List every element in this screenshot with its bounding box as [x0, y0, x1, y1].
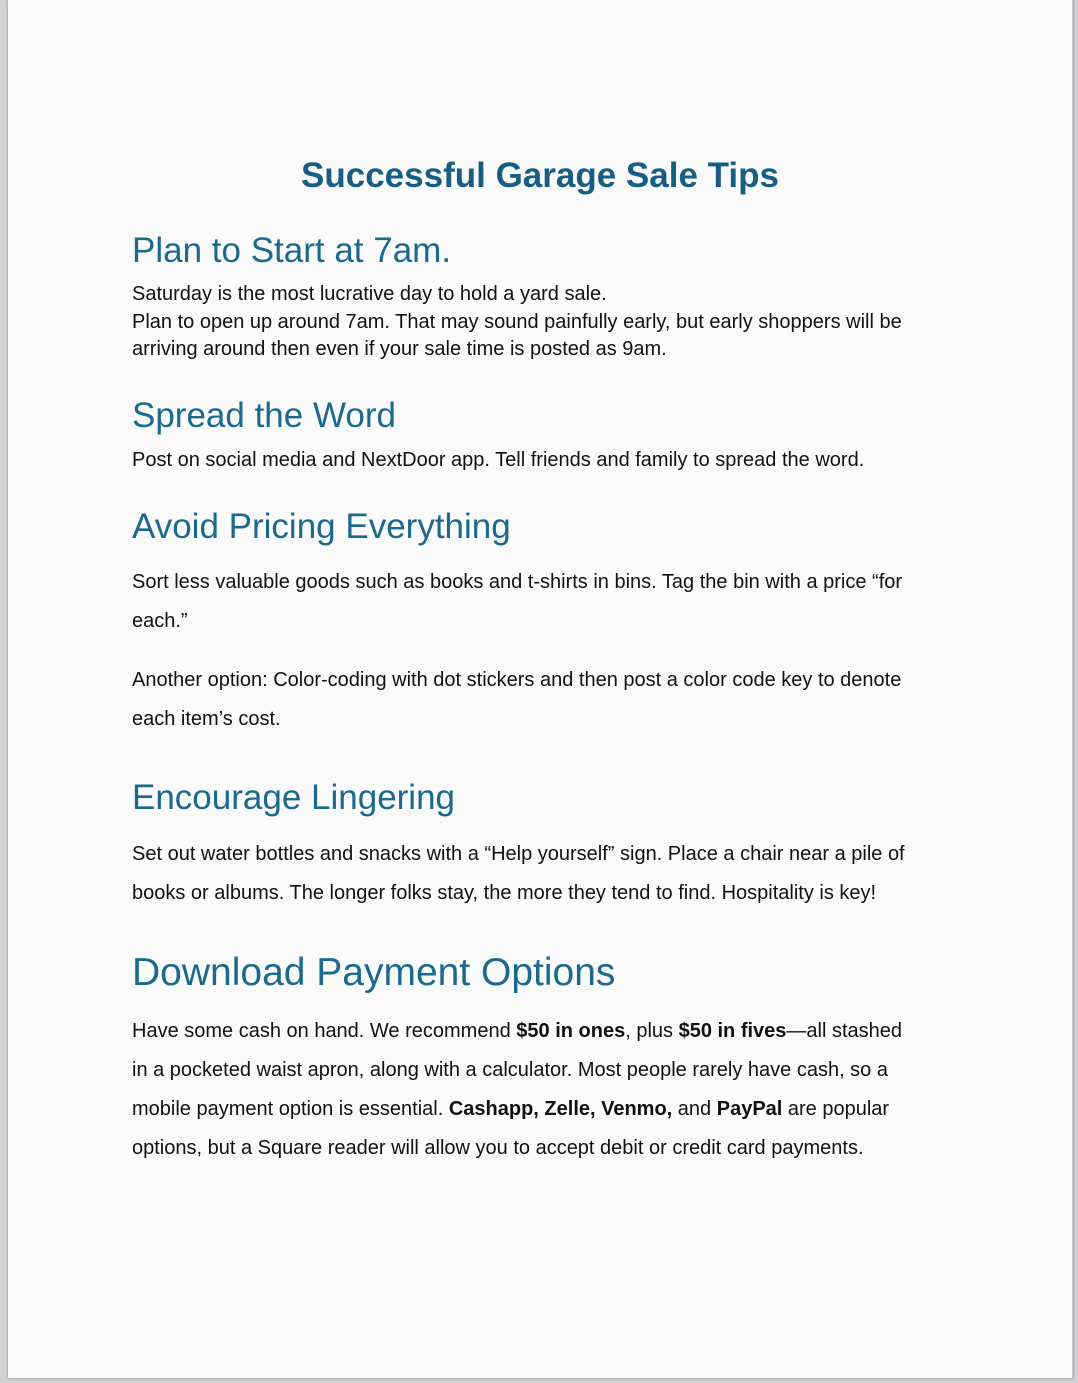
paragraph-encourage-lingering	[132, 835, 962, 913]
text-run: —all stashed	[786, 1020, 903, 1042]
paragraph-payment-options	[132, 1012, 962, 1168]
bold-amount-ones: $50 in ones	[516, 1020, 626, 1042]
bold-paypal: PayPal	[716, 1098, 783, 1120]
heading-download-payment-options: Download Payment Options	[132, 951, 616, 994]
heading-encourage-lingering: Encourage Lingering	[132, 778, 456, 817]
text-line: Sort less valuable goods such as books and t-shirts in bins. Tag the bin with a price “for	[132, 571, 903, 593]
text-line: books or albums. The longer folks stay, the more they tend to find. Hospitality is key!	[132, 882, 877, 904]
paragraph-avoid-pricing-color-coding	[132, 661, 962, 739]
text-line: each.”	[132, 610, 188, 632]
text-line: Set out water bottles and snacks with a “Help yourself” sign. Place a chair near a pile of	[132, 843, 905, 865]
text-line: options, but a Square reader will allow you to accept debit or credit card payments.	[132, 1137, 864, 1159]
paragraph-spread-the-word	[132, 447, 962, 475]
document-page	[8, 0, 1073, 1378]
text-line: Post on social media and NextDoor app. Tell friends and family to spread the word.	[132, 449, 865, 471]
document-title: Successful Garage Sale Tips	[301, 156, 779, 195]
bold-payment-apps: Cashapp, Zelle, Venmo,	[448, 1098, 673, 1120]
text-line: Another option: Color-coding with dot stickers and then post a color code key to denote	[132, 669, 902, 691]
text-line: Plan to open up around 7am. That may sound painfully early, but early shoppers will be	[132, 310, 902, 333]
text-line	[132, 1090, 962, 1129]
text-run: Have some cash on hand. We recommend	[132, 1020, 517, 1042]
text-line: arriving around then even if your sale time is posted as 9am.	[132, 338, 667, 360]
heading-plan-to-start: Plan to Start at 7am.	[132, 231, 452, 270]
heading-avoid-pricing: Avoid Pricing Everything	[132, 507, 511, 546]
paragraph-plan-to-start	[132, 281, 962, 364]
text-line: Saturday is the most lucrative day to hold a yard sale.	[132, 283, 607, 305]
heading-spread-the-word: Spread the Word	[132, 396, 396, 435]
paragraph-avoid-pricing-bins	[132, 563, 962, 641]
text-run: , plus	[625, 1020, 679, 1042]
bold-amount-fives: $50 in fives	[678, 1020, 787, 1042]
text-run: mobile payment option is essential.	[132, 1098, 449, 1120]
text-run: and	[672, 1098, 717, 1120]
text-line	[132, 1012, 962, 1051]
text-run: are popular	[782, 1098, 890, 1120]
text-line: in a pocketed waist apron, along with a calculator. Most people rarely have cash, so a	[132, 1059, 888, 1081]
text-line: each item’s cost.	[132, 708, 281, 730]
